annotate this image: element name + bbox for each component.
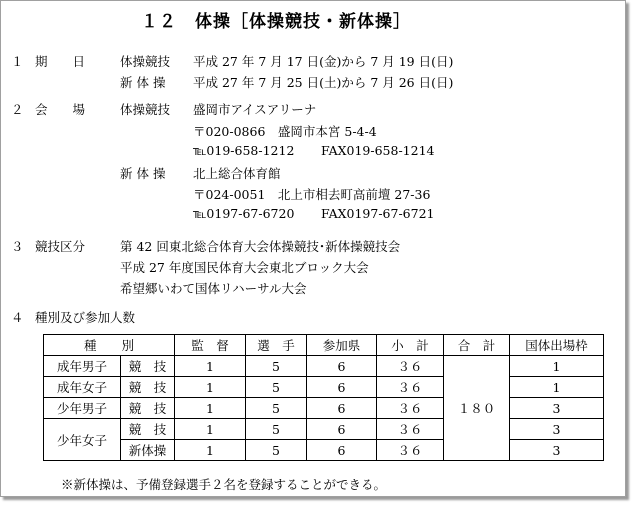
header-players: 選 手: [246, 335, 307, 356]
venue1-fax: FAX019-658-1214: [321, 143, 435, 158]
row4-event: 競 技: [121, 419, 175, 440]
row4-subtotal: ３６: [377, 419, 444, 440]
row3-players: 5: [246, 398, 307, 419]
row1-players: 5: [246, 356, 307, 377]
header-prefectures: 参加県: [307, 335, 377, 356]
row1-quota: 1: [510, 356, 604, 377]
s1-row1-name: 体操競技: [120, 54, 171, 69]
row3-quota: 3: [510, 398, 604, 419]
venue1-place: 盛岡市アイスアリーナ: [193, 102, 317, 117]
row2-players: 5: [246, 377, 307, 398]
venue2-address: 〒024-0051 北上市相去町高前壇 27-36: [193, 187, 431, 202]
table-row: [44, 419, 604, 440]
row2-category: 成年女子: [44, 377, 121, 398]
row2-prefs: 6: [307, 377, 377, 398]
venue2-name: 新 体 操: [120, 166, 166, 181]
header-quota: 国体出場枠: [510, 335, 604, 356]
s1-row1-value: 平成 27 年 7 月 17 日(金)から 7 月 19 日(日): [193, 54, 454, 69]
page-title: １２ 体操［体操競技・新体操］: [141, 12, 411, 32]
grand-total: １８０: [444, 356, 510, 461]
row4-players: 5: [246, 419, 307, 440]
row4-quota: 3: [510, 419, 604, 440]
venue2-fax: FAX0197-67-6721: [321, 206, 435, 221]
section-2-number: ２: [11, 102, 24, 117]
table-row: [44, 440, 604, 461]
row3-event: 競 技: [121, 398, 175, 419]
row5-quota: 3: [510, 440, 604, 461]
section-1-number: １: [11, 54, 24, 69]
section-2-label: 会 場: [35, 102, 86, 117]
row2-subtotal: ３６: [377, 377, 444, 398]
row1-category: 成年男子: [44, 356, 121, 377]
header-category: 種 別: [44, 335, 175, 356]
row1-subtotal: ３６: [377, 356, 444, 377]
row1-event: 競 技: [121, 356, 175, 377]
row5-event: 新体操: [121, 440, 175, 461]
row1-prefs: 6: [307, 356, 377, 377]
table-header-row: [44, 335, 604, 356]
participants-table: [43, 334, 604, 461]
row5-players: 5: [246, 440, 307, 461]
venue1-address: 〒020-0866 盛岡市本宮 5-4-4: [193, 124, 377, 139]
table-row: [44, 398, 604, 419]
s3-line1: 第 42 回東北総合体育大会体操競技･新体操競技会: [120, 239, 401, 254]
venue2-tel: ℡0197-67-6720: [193, 206, 295, 221]
row4-coach: 1: [175, 419, 246, 440]
s3-line3: 希望郷いわて国体リハーサル大会: [120, 281, 307, 296]
header-subtotal: 小 計: [377, 335, 444, 356]
row3-subtotal: ３６: [377, 398, 444, 419]
venue1-tel: ℡019-658-1212: [193, 143, 295, 158]
row2-coach: 1: [175, 377, 246, 398]
row1-coach: 1: [175, 356, 246, 377]
s1-row2-value: 平成 27 年 7 月 25 日(土)から 7 月 26 日(日): [193, 75, 454, 90]
row5-subtotal: ３６: [377, 440, 444, 461]
table-row: [44, 356, 604, 377]
s3-line2: 平成 27 年度国民体育大会東北ブロック大会: [120, 260, 369, 275]
s1-row2-name: 新 体 操: [120, 75, 166, 90]
row5-coach: 1: [175, 440, 246, 461]
row2-event: 競 技: [121, 377, 175, 398]
footnote: ※新体操は、予備登録選手２名を登録することができる。: [61, 477, 387, 492]
header-coach: 監 督: [175, 335, 246, 356]
venue1-name: 体操競技: [120, 102, 171, 117]
section-4-label: 種別及び参加人数: [35, 310, 136, 325]
venue2-place: 北上総合体育館: [193, 166, 281, 181]
row2-quota: 1: [510, 377, 604, 398]
section-3-number: ３: [11, 239, 24, 254]
section-1-label: 期 日: [35, 54, 86, 69]
header-total: 合 計: [444, 335, 510, 356]
row3-prefs: 6: [307, 398, 377, 419]
row4-prefs: 6: [307, 419, 377, 440]
section-3-label: 競技区分: [35, 239, 86, 254]
row4-category: 少年女子: [44, 419, 121, 461]
section-4-number: ４: [11, 310, 24, 325]
row3-category: 少年男子: [44, 398, 121, 419]
row5-prefs: 6: [307, 440, 377, 461]
table-row: [44, 377, 604, 398]
row3-coach: 1: [175, 398, 246, 419]
